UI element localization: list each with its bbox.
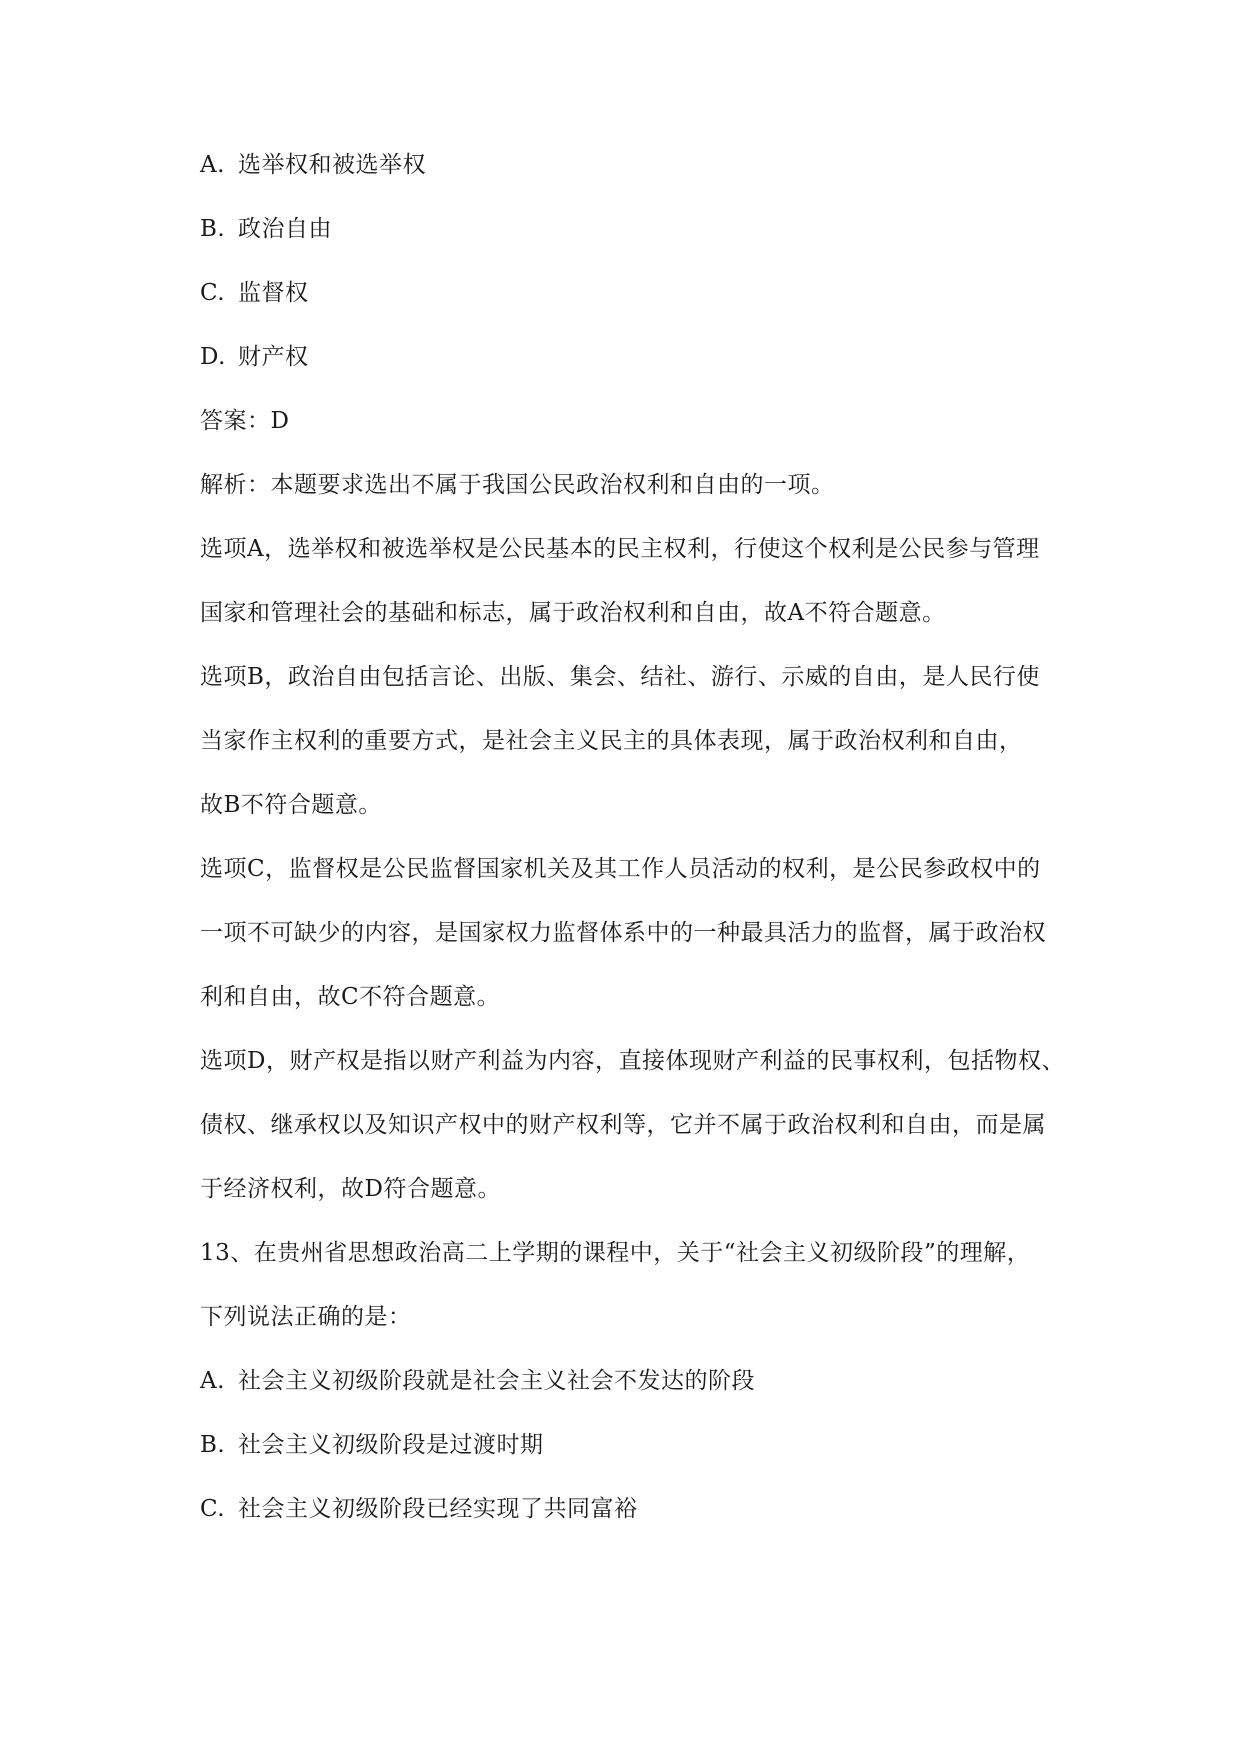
analysis-line: 选项A，选举权和被选举权是公民基本的民主权利，行使这个权利是公民参与管理 (200, 536, 1040, 562)
analysis-line: 故B不符合题意。 (200, 792, 382, 818)
option-text: 财产权 (238, 344, 309, 370)
analysis-line: 于经济权利，故D符合题意。 (200, 1176, 501, 1202)
analysis-line: 利和自由，故C不符合题意。 (200, 984, 501, 1010)
option-letter: C. (200, 1496, 226, 1522)
q12-answer: 答案：D (200, 408, 290, 434)
analysis-line: 选项C，监督权是公民监督国家机关及其工作人员活动的权利，是公民参政权中的 (200, 856, 1041, 882)
analysis-line: 一项不可缺少的内容，是国家权力监督体系中的一种最具活力的监督，属于政治权 (200, 920, 1046, 946)
q12-option-a (200, 150, 1100, 180)
q12-option-b (200, 214, 1100, 244)
option-text: 社会主义初级阶段就是社会主义社会不发达的阶段 (238, 1368, 755, 1394)
q13-stem-line: 下列说法正确的是： (200, 1304, 412, 1330)
option-letter: D. (200, 344, 226, 370)
q13-option-a (200, 1366, 1100, 1396)
analysis-line: 当家作主权利的重要方式，是社会主义民主的具体表现，属于政治权利和自由， (200, 728, 1023, 754)
q12-analysis-intro: 解析：本题要求选出不属于我国公民政治权利和自由的一项。 (200, 472, 835, 498)
option-text: 选举权和被选举权 (238, 152, 426, 178)
option-letter: B. (200, 1432, 226, 1458)
q13-option-c (200, 1494, 1100, 1524)
q13-option-b (200, 1430, 1100, 1460)
q13-stem-line: 13、在贵州省思想政治高二上学期的课程中，关于“社会主义初级阶段”的理解， (200, 1240, 1031, 1266)
analysis-line: 国家和管理社会的基础和标志，属于政治权利和自由，故A不符合题意。 (200, 600, 946, 626)
option-text: 社会主义初级阶段是过渡时期 (238, 1432, 544, 1458)
option-letter: B. (200, 216, 226, 242)
q12-option-d (200, 342, 1100, 372)
option-text: 监督权 (238, 280, 309, 306)
option-letter: A. (200, 152, 225, 178)
option-text: 政治自由 (238, 216, 332, 242)
option-letter: A. (200, 1368, 225, 1394)
q12-option-c (200, 278, 1100, 308)
option-letter: C. (200, 280, 226, 306)
analysis-line: 选项D，财产权是指以财产利益为内容，直接体现财产利益的民事权利，包括物权、 (200, 1048, 1065, 1074)
analysis-line: 选项B，政治自由包括言论、出版、集会、结社、游行、示威的自由，是人民行使 (200, 664, 1040, 690)
option-text: 社会主义初级阶段已经实现了共同富裕 (238, 1496, 638, 1522)
analysis-line: 债权、继承权以及知识产权中的财产权利等，它并不属于政治权利和自由，而是属 (200, 1112, 1046, 1138)
